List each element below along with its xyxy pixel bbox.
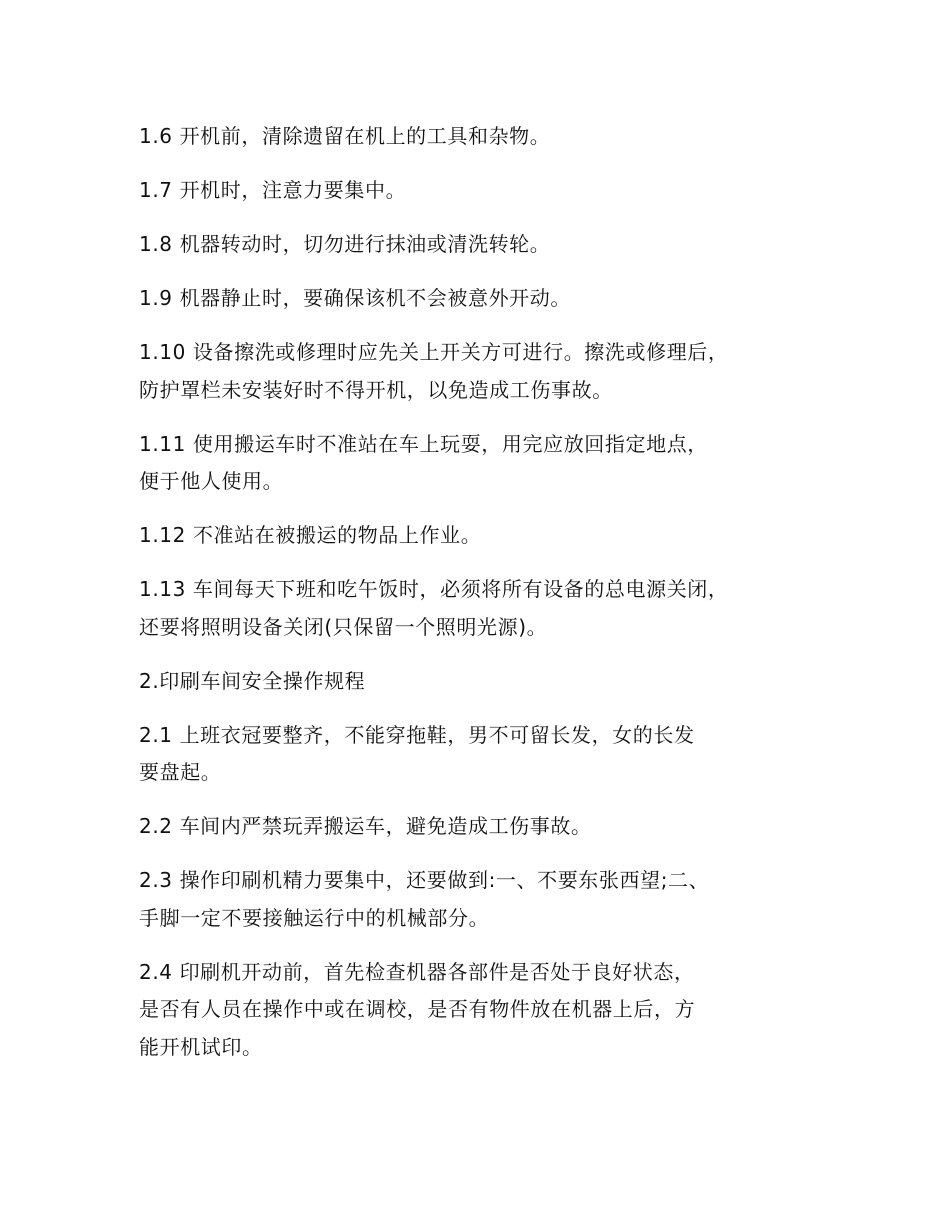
- text-line: 2.1 上班衣冠要整齐，不能穿拖鞋，男不可留长发，女的长发: [139, 722, 695, 747]
- paragraph-1-8: [139, 226, 839, 264]
- text-line: 便于他人使用。: [139, 469, 284, 493]
- paragraph-2-2: [139, 808, 839, 846]
- text-line: 1.10 设备擦洗或修理时应先关上开关方可进行。擦洗或修理后，: [139, 340, 729, 364]
- text-line: 1.12 不准站在被搬运的物品上作业。: [139, 523, 482, 547]
- paragraph-1-11: [139, 426, 839, 501]
- paragraph-1-7: [139, 172, 839, 210]
- text-line: 2.3 操作印刷机精力要集中，还要做到:一、不要东张西望;二、: [139, 868, 710, 892]
- paragraph-2-1: [139, 717, 839, 792]
- text-line: 2.印刷车间安全操作规程: [139, 668, 366, 693]
- document-body: [139, 118, 839, 1083]
- paragraph-1-6: [139, 118, 839, 156]
- paragraph-1-13: [139, 571, 839, 646]
- text-line: 1.7 开机时，注意力要集中。: [139, 178, 407, 202]
- text-line: 1.6 开机前，清除遗留在机上的工具和杂物。: [139, 124, 551, 148]
- text-line: 是否有人员在操作中或在调校，是否有物件放在机器上后，方: [139, 997, 696, 1021]
- text-line: 还要将照明设备关闭(只保留一个照明光源)。: [139, 614, 548, 639]
- text-line: 手脚一定不要接触运行中的机械部分。: [139, 905, 490, 930]
- text-line: 防护罩栏未安装好时不得开机，以免造成工伤事故。: [139, 377, 613, 402]
- text-line: 要盘起。: [139, 760, 222, 784]
- text-line: 2.2 车间内严禁玩弄搬运车，避免造成工伤事故。: [139, 814, 592, 838]
- section-heading-2: [139, 663, 839, 701]
- text-line: 1.13 车间每天下班和吃午饭时，必须将所有设备的总电源关闭，: [139, 577, 729, 601]
- text-line: 2.4 印刷机开动前，首先检查机器各部件是否处于良好状态，: [139, 959, 695, 984]
- paragraph-1-12: [139, 517, 839, 555]
- text-line: 能开机试印。: [139, 1034, 263, 1059]
- paragraph-2-4: [139, 954, 839, 1067]
- paragraph-2-3: [139, 862, 839, 937]
- paragraph-1-10: [139, 334, 839, 409]
- text-line: 1.9 机器静止时，要确保该机不会被意外开动。: [139, 286, 571, 310]
- paragraph-1-9: [139, 280, 839, 318]
- text-line: 1.8 机器转动时，切勿进行抹油或清洗转轮。: [139, 232, 551, 256]
- text-line: 1.11 使用搬运车时不准站在车上玩耍，用完应放回指定地点，: [139, 431, 708, 456]
